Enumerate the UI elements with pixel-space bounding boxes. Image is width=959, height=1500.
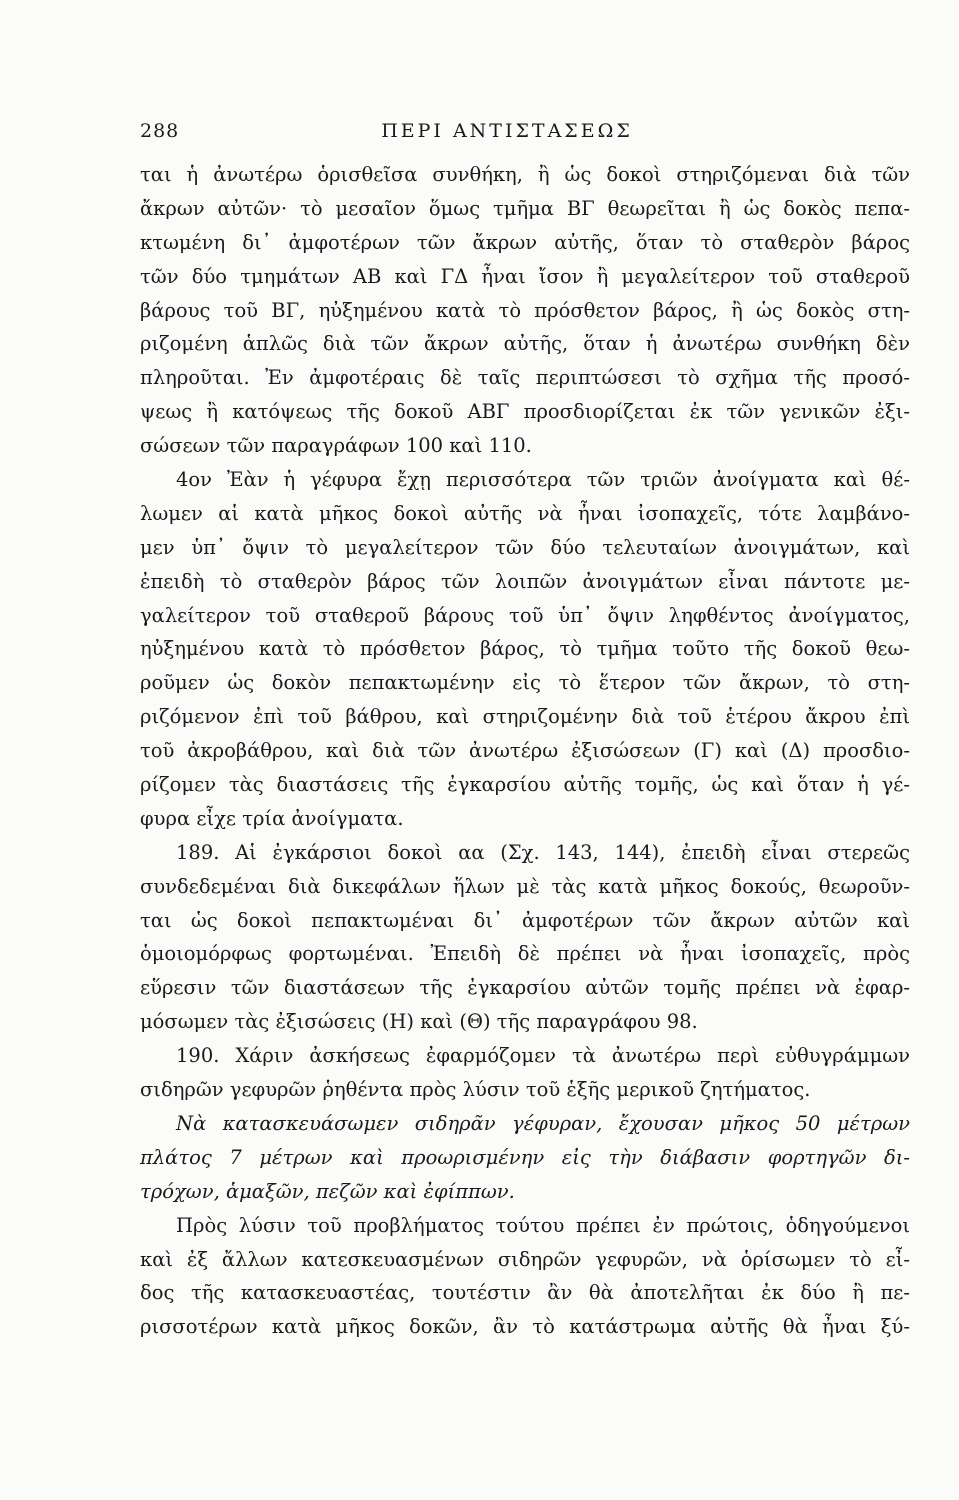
text-line: ἄκρων αὐτῶν· τὸ μεσαῖον ὅμως τμῆμα ΒΓ θεωρεῖται ἢ ὡς δοκὸς πεπα-	[140, 196, 910, 220]
text-line: καὶ ἐξ ἄλλων κατεσκευασμένων σιδηρῶν γεφυρῶν, νὰ ὁρίσωμεν τὸ εἶ-	[140, 1247, 910, 1271]
text-line: τρόχων, ἁμαξῶν, πεζῶν καὶ ἐφίππων.	[140, 1179, 515, 1203]
text-line: ροῦμεν ὡς δοκὸν πεπακτωμένην εἰς τὸ ἕτερον τῶν ἄκρων, τὸ στη-	[140, 671, 910, 695]
text-line: δος τῆς κατασκευαστέας, τουτέστιν ἂν θὰ ἀποτελῆται ἐκ δύο ἢ πε-	[140, 1281, 910, 1305]
text-line: ριζομένη ἁπλῶς διὰ τῶν ἄκρων αὐτῆς, ὅταν ἡ ἀνωτέρω συνθήκη δὲν	[140, 332, 910, 356]
page-header	[140, 120, 874, 150]
text-line: σιδηρῶν γεφυρῶν ῥηθέντα πρὸς λύσιν τοῦ ἑξῆς μερικοῦ ζητήματος.	[140, 1078, 811, 1102]
body-text	[140, 158, 910, 1344]
text-line: βάρους τοῦ ΒΓ, ηὐξημένου κατὰ τὸ πρόσθετον βάρος, ἢ ὡς δοκὸς στη-	[140, 298, 910, 322]
text-line: 190. Χάριν ἀσκήσεως ἐφαρμόζομεν τὰ ἀνωτέρω περὶ εὐθυγράμμων	[176, 1044, 910, 1068]
text-line: ὁμοιομόρφως φορτωμέναι. Ἐπειδὴ δὲ πρέπει νὰ ἦναι ἰσοπαχεῖς, πρὸς	[140, 942, 910, 966]
text-line: τοῦ ἀκροβάθρου, καὶ διὰ τῶν ἀνωτέρω ἐξισώσεων (Γ) καὶ (Δ) προσδιο-	[140, 739, 910, 763]
text-line: ψεως ἢ κατόψεως τῆς δοκοῦ ΑΒΓ προσδιορίζεται ἐκ τῶν γενικῶν ἐξι-	[140, 400, 910, 424]
text-line: μεν ὑπ᾽ ὄψιν τὸ μεγαλείτερον τῶν δύο τελευταίων ἀνοιγμάτων, καὶ	[140, 535, 910, 559]
text-line: 189. Αἱ ἐγκάρσιοι δοκοὶ αα (Σχ. 143, 144), ἐπειδὴ εἶναι στερεῶς	[176, 840, 910, 864]
text-line: Πρὸς λύσιν τοῦ προβλήματος τούτου πρέπει ἐν πρώτοις, ὁδηγούμενοι	[176, 1213, 910, 1237]
text-line: ρίζομεν τὰς διαστάσεις τῆς ἐγκαρσίου αὐτῆς τομῆς, ὡς καὶ ὅταν ἡ γέ-	[140, 773, 910, 797]
running-title: ΠΕΡΙ ΑΝΤΙΣΤΑΣΕΩΣ	[381, 120, 633, 142]
page-number: 288	[140, 120, 180, 142]
text-line: ριζόμενον ἐπὶ τοῦ βάθρου, καὶ στηριζομένην διὰ τοῦ ἑτέρου ἄκρου ἐπὶ	[140, 705, 910, 729]
text-line: εὕρεσιν τῶν διαστάσεων τῆς ἐγκαρσίου αὐτῶν τομῆς πρέπει νὰ ἐφαρ-	[140, 976, 910, 1000]
text-line: ρισσοτέρων κατὰ μῆκος δοκῶν, ἂν τὸ κατάστρωμα αὐτῆς θὰ ἦναι ξύ-	[140, 1315, 910, 1339]
text-line: σώσεων τῶν παραγράφων 100 καὶ 110.	[140, 434, 532, 458]
text-line: ται ἡ ἀνωτέρω ὁρισθεῖσα συνθήκη, ἢ ὡς δοκοὶ στηριζόμεναι διὰ τῶν	[140, 163, 910, 186]
text-line: φυρα εἶχε τρία ἀνοίγματα.	[140, 806, 404, 830]
text-line: ηὐξημένου κατὰ τὸ πρόσθετον βάρος, τὸ τμῆμα τοῦτο τῆς δοκοῦ θεω-	[140, 637, 910, 661]
text-line: λωμεν αἱ κατὰ μῆκος δοκοὶ αὐτῆς νὰ ἦναι ἰσοπαχεῖς, τότε λαμβάνο-	[140, 501, 910, 525]
text-line: γαλείτερον τοῦ σταθεροῦ βάρους τοῦ ὑπ᾽ ὄψιν ληφθέντος ἀνοίγματος,	[140, 603, 910, 627]
text-line: τῶν δύο τμημάτων ΑΒ καὶ ΓΔ ἦναι ἴσον ἢ μεγαλείτερον τοῦ σταθεροῦ	[140, 264, 910, 288]
text-line: συνδεδεμέναι διὰ δικεφάλων ἥλων μὲ τὰς κατὰ μῆκος δοκούς, θεωροῦν-	[140, 874, 910, 898]
text-line: ἐπειδὴ τὸ σταθερὸν βάρος τῶν λοιπῶν ἀνοιγμάτων εἶναι πάντοτε με-	[140, 569, 910, 593]
text-line: πλάτος 7 μέτρων καὶ προωρισμένην εἰς τὴν διάβασιν φορτηγῶν δι-	[140, 1145, 910, 1169]
text-line: ται ὡς δοκοὶ πεπακτωμέναι δι᾽ ἀμφοτέρων τῶν ἄκρων αὐτῶν καὶ	[140, 908, 910, 932]
text-line: κτωμένη δι᾽ ἀμφοτέρων τῶν ἄκρων αὐτῆς, ὅταν τὸ σταθερὸν βάρος	[140, 230, 910, 254]
text-line: 4ον Ἐὰν ἡ γέφυρα ἔχῃ περισσότερα τῶν τριῶν ἀνοίγματα καὶ θέ-	[176, 468, 910, 492]
text-line: πληροῦται. Ἐν ἀμφοτέραις δὲ ταῖς περιπτώσεσι τὸ σχῆμα τῆς προσό-	[140, 366, 910, 390]
text-line: μόσωμεν τὰς ἐξισώσεις (Η) καὶ (Θ) τῆς παραγράφου 98.	[140, 1010, 698, 1034]
text-line: Νὰ κατασκευάσωμεν σιδηρᾶν γέφυραν, ἔχουσαν μῆκος 50 μέτρων	[176, 1111, 910, 1135]
